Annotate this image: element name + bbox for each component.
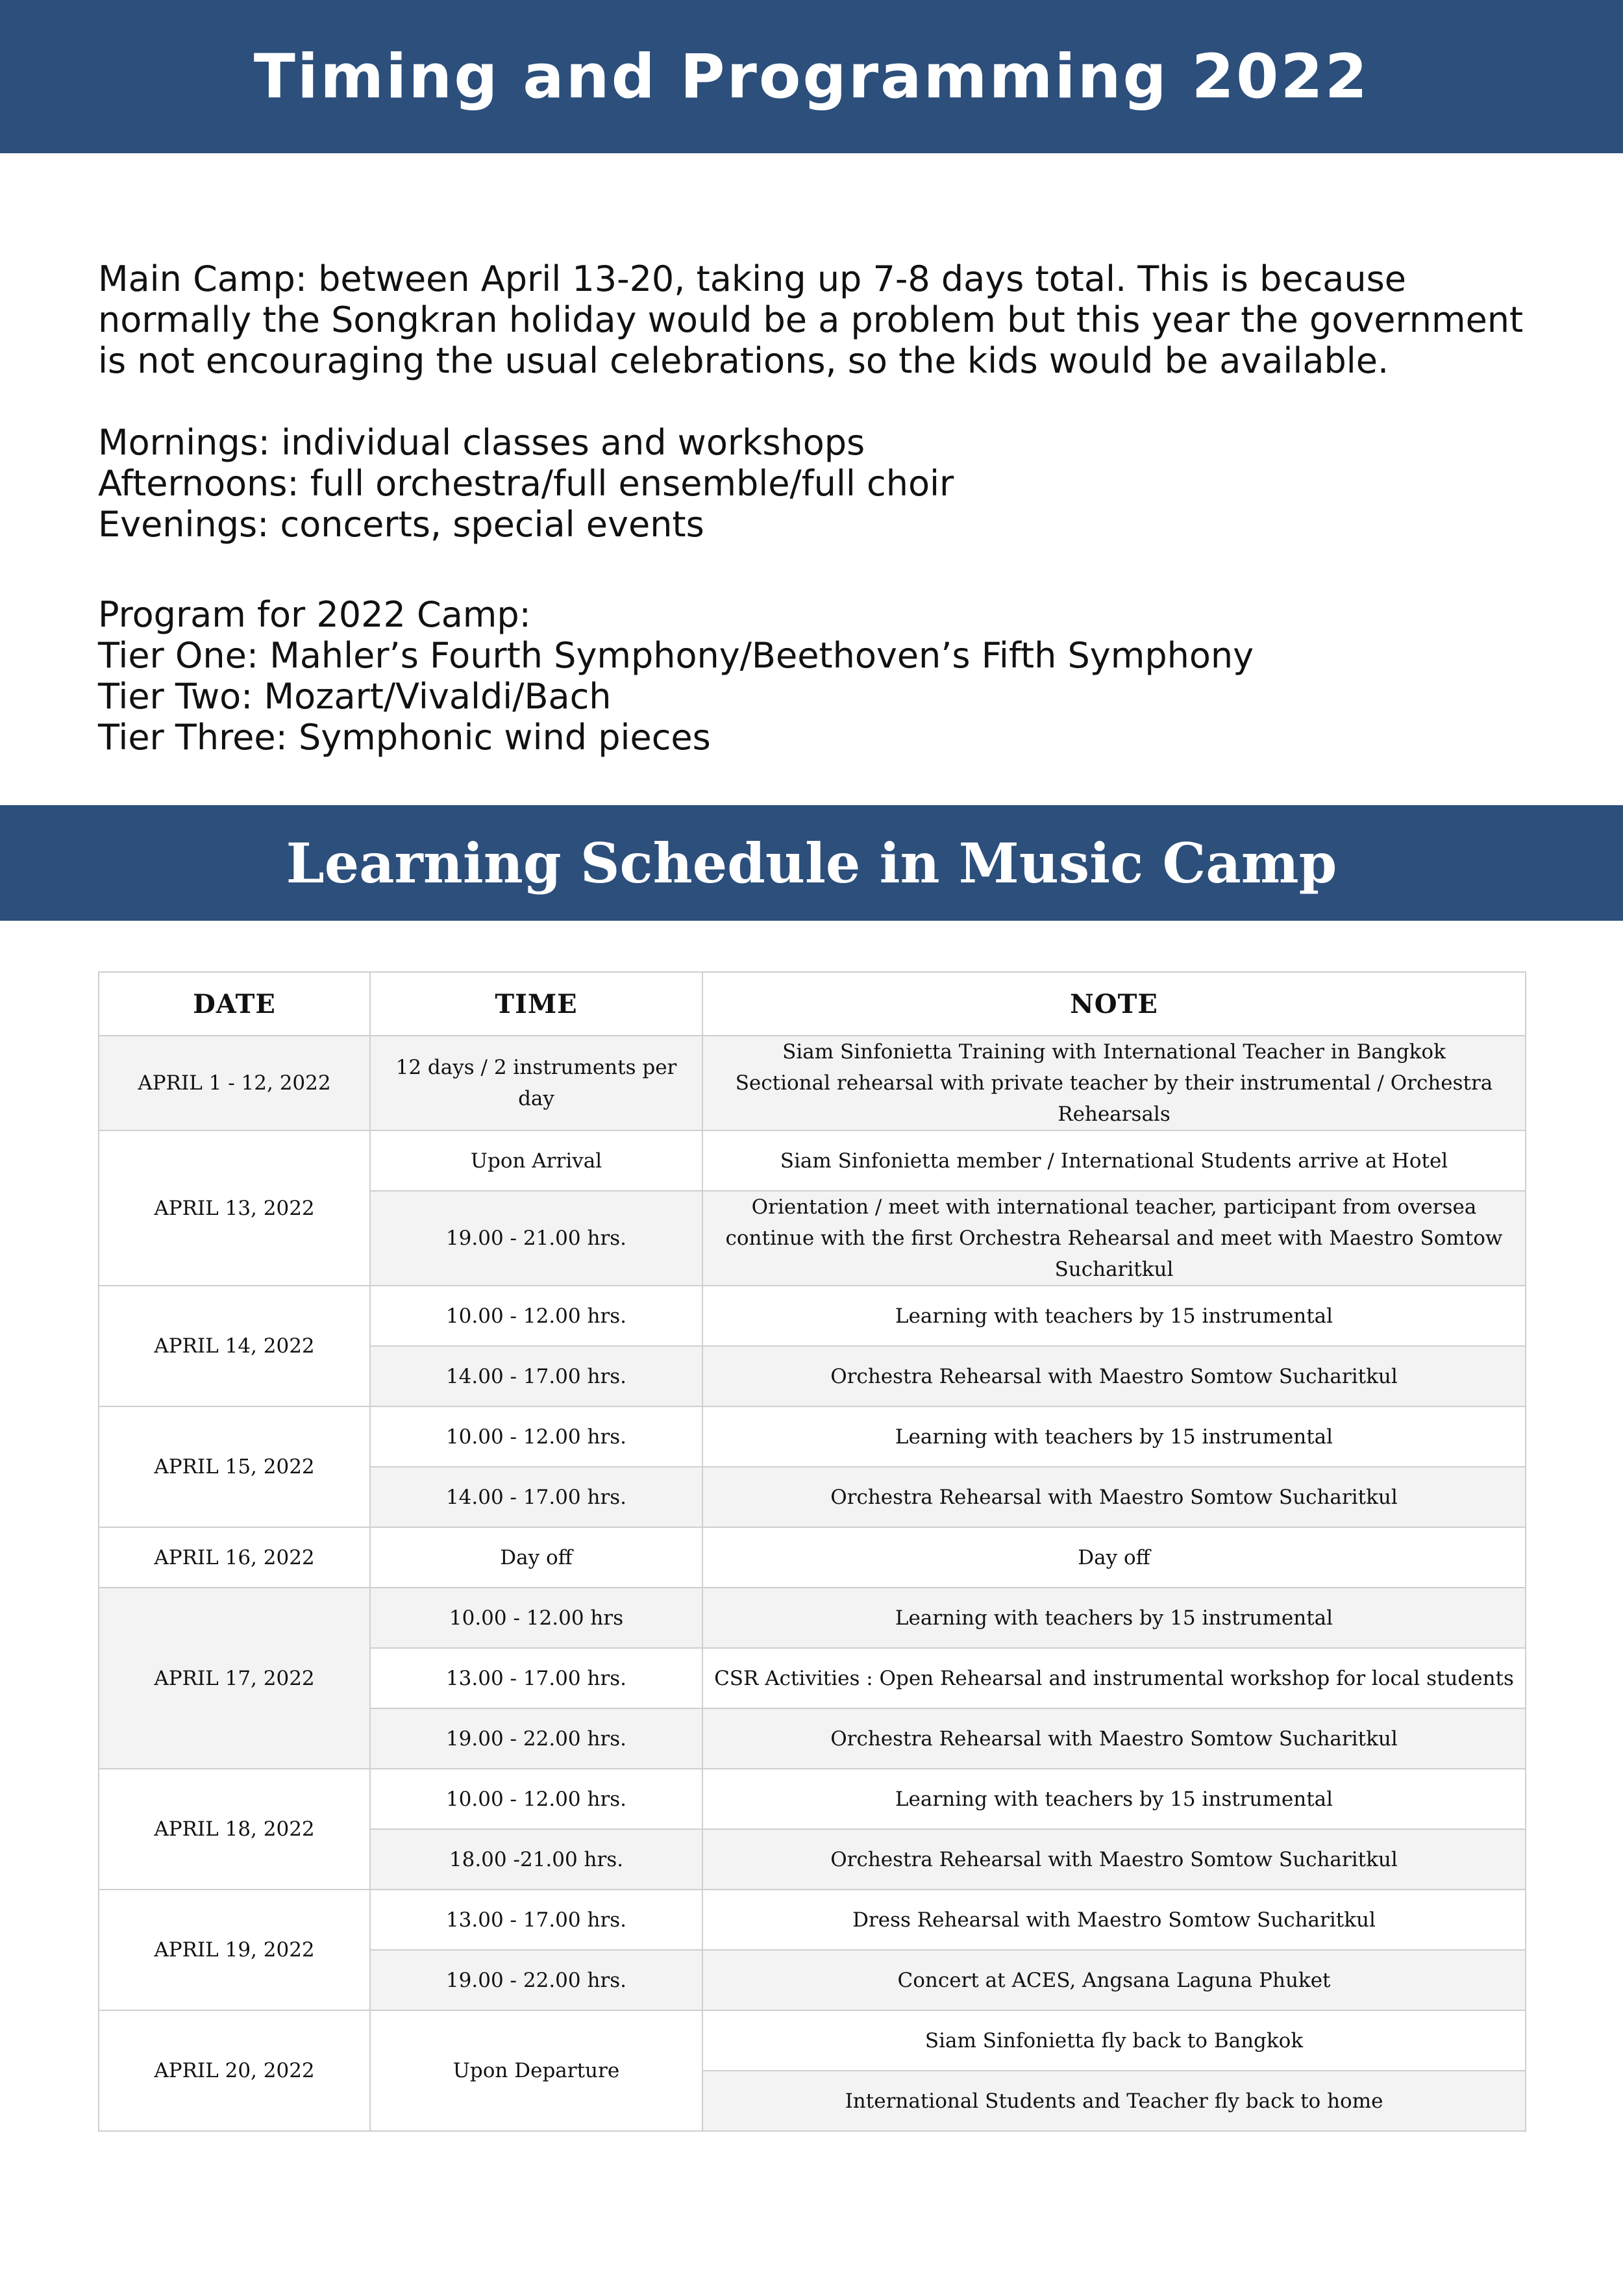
note-cell: Learning with teachers by 15 instrumental	[702, 1286, 1526, 1346]
date-cell: APRIL 17, 2022	[99, 1588, 370, 1769]
time-column-header: TIME	[370, 972, 702, 1036]
table-row	[99, 1036, 1526, 1130]
table-row	[99, 1527, 1526, 1588]
time-cell: Day off	[370, 1527, 702, 1588]
section-title: Learning Schedule in Music Camp	[286, 830, 1337, 895]
note-cell: Siam Sinfonietta member / International Students arrive at Hotel	[702, 1130, 1526, 1191]
time-cell: 10.00 - 12.00 hrs	[370, 1588, 702, 1648]
date-column-header: DATE	[99, 972, 370, 1036]
time-cell: 14.00 - 17.00 hrs.	[370, 1346, 702, 1406]
mornings-line: Mornings: individual classes and workshops	[98, 422, 865, 463]
note-cell	[702, 1036, 1526, 1130]
time-cell: 13.00 - 17.00 hrs.	[370, 1890, 702, 1950]
tier-one-line: Tier One: Mahler’s Fourth Symphony/Beethoven’s Fifth Symphony	[98, 635, 1254, 676]
time-cell: 12 days / 2 instruments per day	[370, 1036, 702, 1130]
note-cell: Orchestra Rehearsal with Maestro Somtow Sucharitkul	[702, 1829, 1526, 1890]
note-cell: Learning with teachers by 15 instrumental	[702, 1406, 1526, 1467]
table-row	[99, 1890, 1526, 1950]
note-cell: Orchestra Rehearsal with Maestro Somtow Sucharitkul	[702, 1708, 1526, 1769]
time-cell: 14.00 - 17.00 hrs.	[370, 1467, 702, 1527]
note-cell: Dress Rehearsal with Maestro Somtow Sucharitkul	[702, 1890, 1526, 1950]
time-cell: 19.00 - 21.00 hrs.	[370, 1191, 702, 1286]
note-cell: Orchestra Rehearsal with Maestro Somtow Sucharitkul	[702, 1467, 1526, 1527]
date-cell: APRIL 1 - 12, 2022	[99, 1036, 370, 1130]
time-cell: 19.00 - 22.00 hrs.	[370, 1708, 702, 1769]
time-cell: 13.00 - 17.00 hrs.	[370, 1648, 702, 1708]
note-cell: International Students and Teacher fly back to home	[702, 2071, 1526, 2131]
date-cell: APRIL 18, 2022	[99, 1769, 370, 1890]
table-header-row	[99, 972, 1526, 1036]
evenings-line: Evenings: concerts, special events	[98, 504, 704, 545]
note-line: Orientation / meet with international teacher, participant from oversea	[751, 1195, 1477, 1219]
time-cell: Upon Arrival	[370, 1130, 702, 1191]
note-cell: CSR Activities : Open Rehearsal and instrumental workshop for local students	[702, 1648, 1526, 1708]
schedule-table	[98, 971, 1526, 2132]
table-row	[99, 1130, 1526, 1191]
section-banner	[0, 805, 1623, 921]
time-cell: 19.00 - 22.00 hrs.	[370, 1950, 702, 2010]
note-cell: Concert at ACES, Angsana Laguna Phuket	[702, 1950, 1526, 2010]
program-heading: Program for 2022 Camp:	[98, 594, 531, 635]
note-cell: Day off	[702, 1527, 1526, 1588]
date-cell: APRIL 13, 2022	[99, 1130, 370, 1286]
note-cell: Orchestra Rehearsal with Maestro Somtow Sucharitkul	[702, 1346, 1526, 1406]
note-column-header: NOTE	[702, 972, 1526, 1036]
page-title: Timing and Programming 2022	[253, 41, 1370, 112]
time-cell: Upon Departure	[370, 2010, 702, 2131]
date-cell: APRIL 14, 2022	[99, 1286, 370, 1406]
afternoons-line: Afternoons: full orchestra/full ensemble/full choir	[98, 463, 954, 504]
table-row	[99, 1588, 1526, 1648]
note-cell: Learning with teachers by 15 instrumental	[702, 1588, 1526, 1648]
date-cell: APRIL 16, 2022	[99, 1527, 370, 1588]
table-row	[99, 2010, 1526, 2071]
note-cell	[702, 1191, 1526, 1286]
table-row	[99, 1406, 1526, 1467]
date-cell: APRIL 15, 2022	[99, 1406, 370, 1527]
intro-text	[98, 258, 1546, 758]
table-row	[99, 1769, 1526, 1829]
note-cell: Siam Sinfonietta fly back to Bangkok	[702, 2010, 1526, 2071]
note-line: continue with the first Orchestra Rehearsal and meet with Maestro Somtow Sucharitkul	[725, 1227, 1503, 1281]
tier-two-line: Tier Two: Mozart/Vivaldi/Bach	[98, 676, 612, 717]
note-line: Siam Sinfonietta Training with International Teacher in Bangkok	[782, 1040, 1446, 1064]
table-row	[99, 1286, 1526, 1346]
time-cell: 10.00 - 12.00 hrs.	[370, 1769, 702, 1829]
time-cell: 10.00 - 12.00 hrs.	[370, 1406, 702, 1467]
time-cell: 18.00 -21.00 hrs.	[370, 1829, 702, 1890]
main-camp-paragraph: Main Camp: between April 13-20, taking up 7-8 days total. This is because normally the Songkran holiday would be a problem but this year the government is not encouraging the usual celebrations, so the kids would be available.	[98, 258, 1524, 381]
title-banner	[0, 0, 1623, 153]
date-cell: APRIL 20, 2022	[99, 2010, 370, 2131]
note-line: Sectional rehearsal with private teacher by their instrumental / Orchestra Rehearsals	[735, 1071, 1493, 1126]
time-cell: 10.00 - 12.00 hrs.	[370, 1286, 702, 1346]
tier-three-line: Tier Three: Symphonic wind pieces	[98, 717, 711, 758]
date-cell: APRIL 19, 2022	[99, 1890, 370, 2010]
note-cell: Learning with teachers by 15 instrumental	[702, 1769, 1526, 1829]
